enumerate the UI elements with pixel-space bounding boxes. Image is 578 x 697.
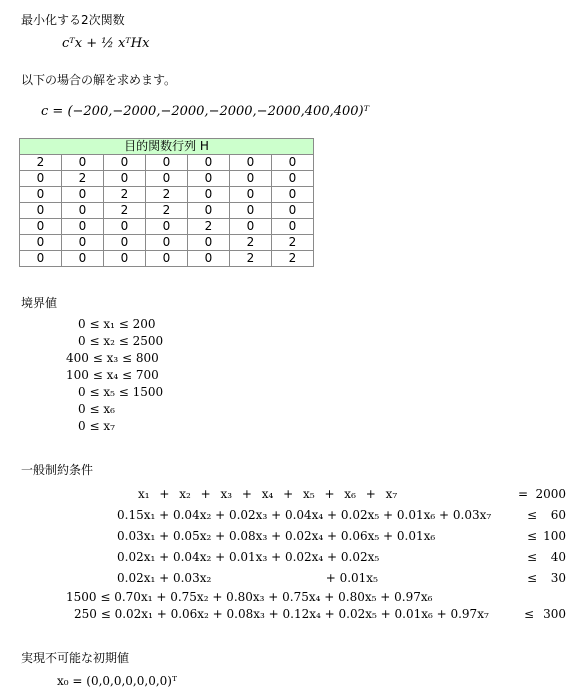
matrix-cell: 0 [146,219,188,235]
matrix-cell: 0 [62,203,104,219]
infeasible-heading: 実現不可能な初期値 [21,651,130,665]
matrix-cell: 0 [62,155,104,171]
matrix-cell: 2 [230,251,272,267]
matrix-row [20,171,314,187]
bounds-heading: 境界値 [21,296,58,310]
constraint-rhs-3: 100 [543,529,566,543]
matrix-cell: 0 [20,203,62,219]
matrix-cell: 0 [20,171,62,187]
initial-value: x₀ = (0,0,0,0,0,0,0)ᵀ [57,674,177,688]
bound-x4: 100 ≤ x₄ ≤ 700 [66,368,159,382]
matrix-cell: 0 [62,235,104,251]
matrix-cell: 0 [188,155,230,171]
matrix-cell: 0 [146,251,188,267]
constraint-rel-2: ≤ [527,508,538,522]
matrix-cell: 2 [104,203,146,219]
matrix-cell: 0 [188,203,230,219]
matrix-cell: 0 [230,155,272,171]
matrix-cell: 0 [20,219,62,235]
constraint-row-2: 0.15x₁ + 0.04x₂ + 0.02x₃ + 0.04x₄ + 0.02x₅ + 0.01x₆ + 0.03x₇ [117,508,492,522]
matrix-cell: 0 [188,171,230,187]
constraint-rel-4: ≤ [527,550,538,564]
matrix-row [20,219,314,235]
matrix-cell: 0 [20,235,62,251]
constraint-rel-1: = [518,487,529,501]
constraint-rhs-7: 300 [543,607,566,621]
matrix-cell: 0 [272,187,314,203]
bound-x5: 0 ≤ x₅ ≤ 1500 [78,385,164,399]
constraint-rel-7: ≤ [524,607,535,621]
matrix-cell: 2 [188,219,230,235]
matrix-cell: 0 [146,171,188,187]
matrix-title: 目的関数行列 H [20,139,314,155]
constraint-rel-3: ≤ [527,529,538,543]
matrix-cell: 2 [272,235,314,251]
constraints-heading: 一般制約条件 [21,463,94,477]
matrix-cell: 0 [104,251,146,267]
bound-x2: 0 ≤ x₂ ≤ 2500 [78,334,164,348]
matrix-cell: 0 [230,219,272,235]
matrix-cell: 0 [62,187,104,203]
matrix-cell: 0 [104,219,146,235]
matrix-cell: 0 [230,203,272,219]
bound-x1: 0 ≤ x₁ ≤ 200 [78,317,156,331]
matrix-cell: 0 [230,187,272,203]
objective-matrix-table [19,138,314,267]
objective-heading: 最小化する2次関数 [21,13,125,27]
matrix-row [20,235,314,251]
constraint-row-5: 0.02x₁ + 0.03x₂ + 0.01x₅ [117,571,378,585]
bound-x3: 400 ≤ x₃ ≤ 800 [66,351,159,365]
constraint-rhs-5: 30 [550,571,566,585]
matrix-cell: 0 [62,219,104,235]
constraint-rhs-1: 2000 [535,487,566,501]
matrix-cell: 2 [146,187,188,203]
matrix-cell: 0 [104,235,146,251]
matrix-cell: 0 [272,171,314,187]
constraint-rhs-4: 40 [550,550,566,564]
constraint-row-4: 0.02x₁ + 0.04x₂ + 0.01x₃ + 0.02x₄ + 0.02x₅ [117,550,380,564]
bound-x7: 0 ≤ x₇ [78,419,115,433]
matrix-cell: 2 [272,251,314,267]
matrix-cell: 0 [188,251,230,267]
matrix-cell: 0 [188,187,230,203]
matrix-cell: 2 [20,155,62,171]
matrix-cell: 0 [20,251,62,267]
matrix-row [20,155,314,171]
matrix-cell: 0 [146,235,188,251]
matrix-cell: 0 [104,171,146,187]
bound-x6: 0 ≤ x₆ [78,402,115,416]
matrix-cell: 0 [272,203,314,219]
matrix-row [20,251,314,267]
matrix-cell: 0 [146,155,188,171]
matrix-cell: 0 [104,155,146,171]
matrix-cell: 0 [230,171,272,187]
matrix-cell: 0 [272,219,314,235]
find-solution-text: 以下の場合の解を求めます。 [21,73,177,87]
constraint-row-7: 250 ≤ 0.02x₁ + 0.06x₂ + 0.08x₃ + 0.12x₄ + 0.02x₅ + 0.01x₆ + 0.97x₇ [74,607,489,621]
constraint-row-1: x₁ + x₂ + x₃ + x₄ + x₅ + x₆ + x₇ [138,487,398,501]
matrix-cell: 2 [104,187,146,203]
matrix-row [20,203,314,219]
matrix-cell: 2 [62,171,104,187]
constraint-rel-5: ≤ [527,571,538,585]
matrix-cell: 2 [146,203,188,219]
objective-formula: cᵀx + ½ xᵀHx [62,36,150,51]
matrix-cell: 2 [230,235,272,251]
matrix-cell: 0 [20,187,62,203]
constraint-row-6: 1500 ≤ 0.70x₁ + 0.75x₂ + 0.80x₃ + 0.75x₄ + 0.80x₅ + 0.97x₆ [66,590,433,604]
constraint-rhs-2: 60 [550,508,566,522]
matrix-row [20,187,314,203]
constraint-row-3: 0.03x₁ + 0.05x₂ + 0.08x₃ + 0.02x₄ + 0.06x₅ + 0.01x₆ [117,529,436,543]
matrix-cell: 0 [62,251,104,267]
matrix-cell: 0 [272,155,314,171]
matrix-cell: 0 [188,235,230,251]
c-vector: c = (−200,−2000,−2000,−2000,−2000,400,400)ᵀ [41,104,370,119]
